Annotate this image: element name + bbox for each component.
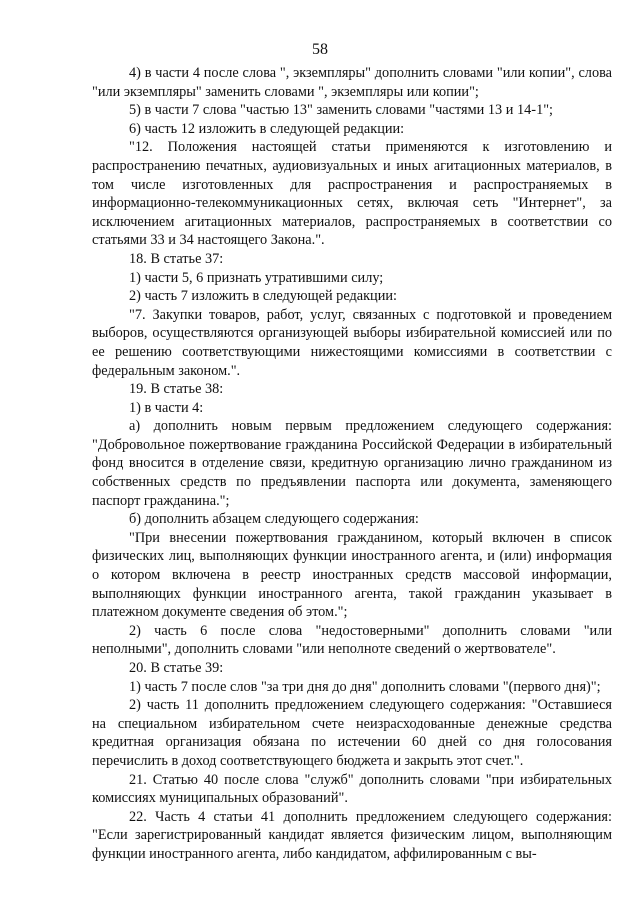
document-body — [92, 64, 612, 864]
paragraph: "12. Положения настоящей статьи применяются к изготовлению и распространению печатных, аудиовизуальных и иных агитационных материалов, в том числе изготовленных для распространения и распространяемых в информационно-телекоммуникационных сетях, включая сеть "Интернет", за исключением агитационных материалов, распространяемых в соответствии со статьями 33 и 34 настоящего Закона.". — [92, 139, 612, 249]
paragraph: 21. Статью 40 после слова "служб" дополнить словами "при избирательных комиссиях муниципальных образований". — [92, 771, 612, 807]
paragraph: б) дополнить абзацем следующего содержания: — [129, 511, 419, 528]
page-number: 58 — [312, 41, 328, 58]
paragraph: 22. Часть 4 статьи 41 дополнить предложением следующего содержания: "Если зарегистрированный кандидат является физическим лицом, выполняющим функции иностранного агента, либо кандидатом, аффилированным с вы- — [92, 808, 612, 862]
paragraph: 18. В статье 37: — [129, 250, 224, 267]
paragraph: "7. Закупки товаров, работ, услуг, связанных с подготовкой и проведением выборов, осуществляются организующей выборы избирательной комиссией или по ее решению соответствующими нижестоящими комиссиями в соответствии с федеральным законом.". — [92, 306, 612, 379]
paragraph: 2) часть 7 изложить в следующей редакции: — [129, 288, 397, 305]
paragraph: 19. В статье 38: — [129, 381, 224, 398]
paragraph: 1) часть 7 после слов "за три дня до дня" дополнить словами "(первого дня)"; — [129, 678, 601, 695]
paragraph: 1) части 5, 6 признать утратившими силу; — [129, 269, 384, 286]
paragraph: "При внесении пожертвования гражданином, который включен в список физических лиц, выполняющих функции иностранного агента, и (или) информация о котором включена в реестр иностранных средств массовой информации, выполняющих функции иностранного агента, такой гражданин указывает в платежном документе сведения об этом."; — [92, 529, 612, 621]
paragraph: 2) часть 6 после слова "недостоверными" дополнить словами "или неполными", дополнить словами "или неполноте сведений о жертвователе". — [92, 622, 612, 658]
paragraph: 1) в части 4: — [129, 399, 204, 416]
paragraph: 6) часть 12 изложить в следующей редакции: — [129, 120, 405, 137]
paragraph: а) дополнить новым первым предложением следующего содержания: "Добровольное пожертвование гражданина Российской Федерации в избирательный фонд вносится в отделение связи, кредитную организацию лично гражданином из собственных средств по предъявлении паспорта или документа, заменяющего паспорт гражданина."; — [92, 418, 612, 509]
paragraph: 2) часть 11 дополнить предложением следующего содержания: "Оставшиеся на специальном избирательном счете неизрасходованные денежные средства кредитная организация обязана по истечении 60 дней со дня голосования перечислить в доход соответствующего бюджета и закрыть этот счет.". — [92, 697, 612, 769]
paragraph: 5) в части 7 слова "частью 13" заменить словами "частями 13 и 14-1"; — [129, 102, 554, 119]
paragraph: 20. В статье 39: — [129, 660, 224, 676]
paragraph: 4) в части 4 после слова ", экземпляры" дополнить словами "или копии", слова "или экземпляры" заменить словами ", экземпляры или копии"; — [92, 65, 612, 100]
